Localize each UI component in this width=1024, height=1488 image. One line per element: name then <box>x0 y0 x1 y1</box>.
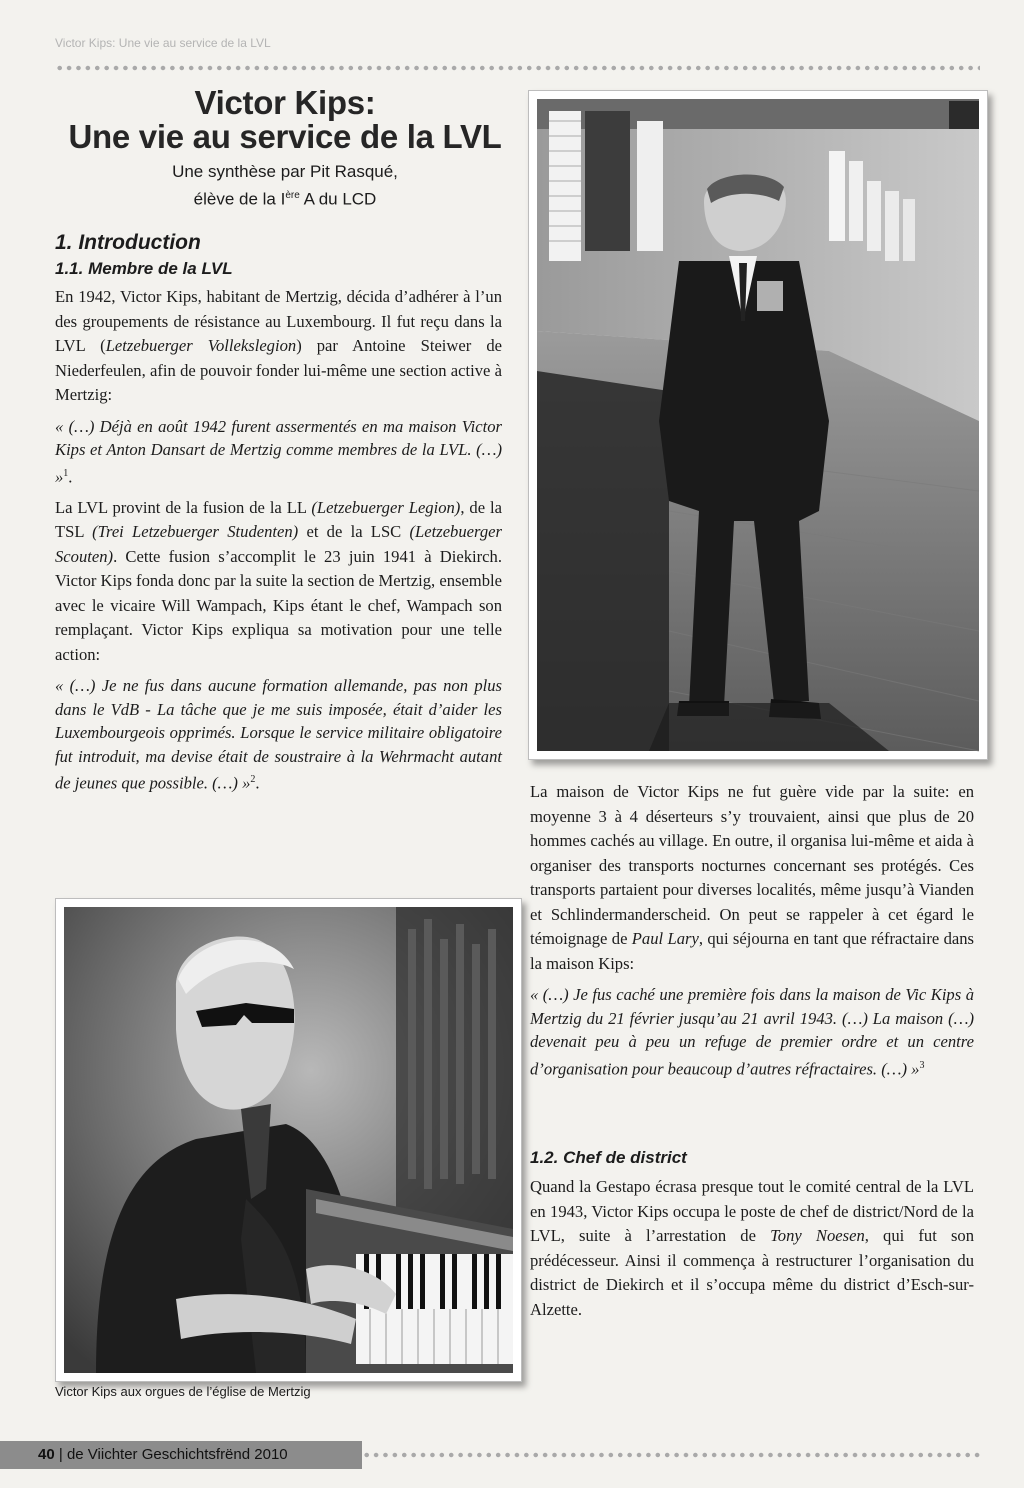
right-column-text-2 <box>530 1175 974 1329</box>
byline-superscript: ère <box>285 190 300 201</box>
quote-1: « (…) Déjà en août 1942 furent assermentés en ma maison Victor Kips et Anton Dansart de Mertzig comme membres de la LVL. (…) »$^1$. <box>55 416 502 487</box>
paragraph-2: La LVL provint de la fusion de la LL (Letzebuerger Legion), de la TSL (Trei Letzebuerger Studenten) et de la LSC (Letzebuerger Scouten). Cette fusion s’accomplit le 23 juin 1941 à Diekirch. Victor Kips fonda donc par la suite la section de Mertzig, ensemble avec le vicaire Will Wampach, Kips étant le chef, Wampach son remplaçant. Victor Kips expliqua sa motivation pour une telle action: <box>55 497 502 664</box>
photo-standing-portrait <box>528 90 988 760</box>
title-line-1: Victor Kips: <box>194 84 376 121</box>
paragraph-3: La maison de Victor Kips ne fut guère vide par la suite: en moyenne 3 à 4 déserteurs s’y trouvaient, ainsi que plus de 20 hommes cachés au village. En outre, il organisa lui-même et aida à organiser des transports nocturnes concernant ses protégés. Ces transports partaient pour diverses localités, même jusqu’à Vianden et Schlindermanderscheid. On peut se rappeler à cet égard le témoignage de Paul Lary, qui séjourna en tant que réfractaire dans la maison Kips: <box>530 782 974 973</box>
title-line-2: Une vie au service de la LVL <box>68 118 502 155</box>
photo-organ <box>55 898 522 1382</box>
byline-line-2-pre: élève de la I <box>193 189 286 209</box>
byline-line-2-post: A du LCD <box>299 189 377 209</box>
byline-line-1: Une synthèse par Pit Rasqué, <box>172 162 398 181</box>
left-column-text <box>55 285 502 802</box>
publication-name: de Viichter Geschichtsfrënd 2010 <box>66 1446 288 1463</box>
byline <box>55 160 515 212</box>
right-column-text <box>530 780 974 1088</box>
page-number: 40 <box>38 1446 55 1463</box>
running-head: Victor Kips: Une vie au service de la LVL <box>55 36 271 50</box>
dotted-rule-top <box>55 65 980 71</box>
quote-2: « (…) Je ne fus dans aucune formation allemande, pas non plus dans le VdB - La tâche que je me suis imposée, était d’aider les Luxembourgeois opprimés. Lorsque le service militaire obligatoire fut introduit, ma devise était de soustraire à la Wehrmacht autant de jeunes que possible. (…) »$^2$. <box>55 676 502 793</box>
photo-organ-caption: Victor Kips aux orgues de l’église de Mertzig <box>55 1384 311 1399</box>
quote-3: « (…) Je fus caché une première fois dans la maison de Vic Kips à Mertzig du 21 février jusqu’au 21 avril 1943. (…) La maison (…) devenait peu à peu un refuge de premier ordre et un centre d’organisation pour beaucoup d’autres réfractaires. (…) »$^3$ <box>530 985 974 1079</box>
paragraph-1: En 1942, Victor Kips, habitant de Mertzig, décida d’adhérer à l’un des groupements de résistance au Luxembourg. Il fut reçu dans la LVL (Letzebuerger Vollekslegion) par Antoine Steiwer de Niederfeulen, afin de pouvoir fonder lui-même une section active à Mertzig: <box>55 287 503 404</box>
subsection-heading-membre: 1.1. Membre de la LVL <box>55 259 233 278</box>
footer <box>38 1444 288 1466</box>
subsection-heading-chef: 1.2. Chef de district <box>530 1148 687 1167</box>
section-heading-introduction: 1. Introduction <box>55 231 201 254</box>
article-title <box>55 86 515 154</box>
dotted-rule-bottom <box>362 1452 980 1458</box>
paragraph-4: Quand la Gestapo écrasa presque tout le comité central de la LVL en 1943, Victor Kips occupa le poste de chef de district/Nord de la LVL, suite à l’arrestation de Tony Noesen, qui fut son prédécesseur. Ainsi il commença à restructurer l’organisation du district de Diekirch et il s’occupa même du district d’Esch-sur-Alzette. <box>530 1177 974 1319</box>
footer-separator: | <box>58 1446 63 1463</box>
